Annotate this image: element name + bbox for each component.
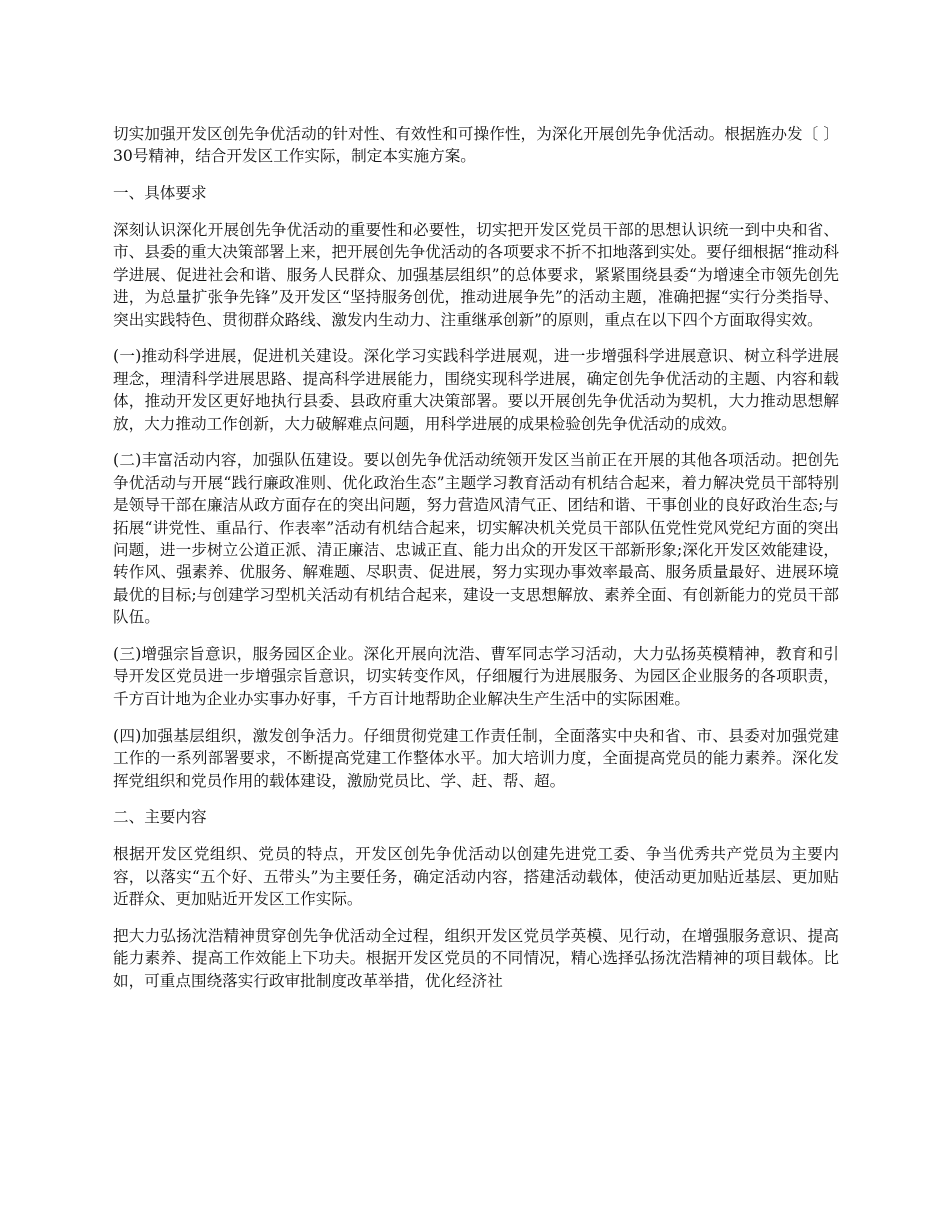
- item-4-paragraph: (四)加强基层组织，激发创争活力。仔细贯彻党建工作责任制，全面落实中央和省、市、县委对加强党建工作的一系列部署要求，不断提高党建工作整体水平。加大培训力度，全面提高党员的能力素养。深化发挥党组织和党员作用的载体建设，激励党员比、学、赶、帮、超。: [113, 726, 839, 790]
- item-1-paragraph: (一)推动科学进展，促进机关建设。深化学习实践科学进展观，进一步增强科学进展意识、树立科学进展理念，理清科学进展思路、提高科学进展能力，围绕实现科学进展，确定创先争优活动的主题、内容和载体，推动开发区更好地执行县委、县政府重大决策部署。要以开展创先争优活动为契机，大力推动思想解放，大力推动工作创新，大力破解难点问题，用科学进展的成果检验创先争优活动的成效。: [113, 347, 839, 433]
- document-page: [113, 123, 839, 1006]
- item-2-paragraph: (二)丰富活动内容，加强队伍建设。要以创先争优活动统领开发区当前正在开展的其他各项活动。把创先争优活动与开展“践行廉政准则、优化政治生态”主题学习教育活动有机结合起来，着力解决党员干部特别是领导干部在廉洁从政方面存在的突出问题，努力营造风清气正、团结和谐、干事创业的良好政治生态;与拓展“讲党性、重品行、作表率”活动有机结合起来，切实解决机关党员干部队伍党性党风党纪方面的突出问题，进一步树立公道正派、清正廉洁、忠诚正直、能力出众的开发区干部新形象;深化开发区效能建设，转作风、强素养、优服务、解难题、尽职责、促进展，努力实现办事效率最高、服务质量最好、进展环境最优的目标;与创建学习型机关活动有机结合起来，建设一支思想解放、素养全面、有创新能力的党员干部队伍。: [113, 451, 839, 627]
- content-paragraph-1: 根据开发区党组织、党员的特点，开发区创先争优活动以创建先进党工委、争当优秀共产党员为主要内容，以落实“五个好、五带头”为主要任务，确定活动内容，搭建活动载体，使活动更加贴近基层、更加贴近群众、更加贴近开发区工作实际。: [113, 845, 839, 908]
- item-3-paragraph: (三)增强宗旨意识，服务园区企业。深化开展向沈浩、曹军同志学习活动，大力弘扬英模精神，教育和引导开发区党员进一步增强宗旨意识，切实转变作风，仔细履行为进展服务、为园区企业服务的各项职责，千方百计地为企业办实事办好事，千方百计地帮助企业解决生产生活中的实际困难。: [113, 645, 839, 708]
- section-heading-content: 二、主要内容: [113, 808, 207, 827]
- intro-paragraph: 切实加强开发区创先争优活动的针对性、有效性和可操作性，为深化开展创先争优活动。根据旌办发〔 〕30号精神，结合开发区工作实际，制定本实施方案。: [113, 125, 839, 166]
- requirements-paragraph: 深刻认识深化开展创先争优活动的重要性和必要性，切实把开发区党员干部的思想认识统一到中央和省、市、县委的重大决策部署上来，把开展创先争优活动的各项要求不折不扣地落到实处。要仔细根据“推动科学进展、促进社会和谐、服务人民群众、加强基层组织”的总体要求，紧紧围绕县委“为增速全市领先创先进，为总量扩张争先锋”及开发区“坚持服务创优，推动进展争先”的活动主题，准确把握“实行分类指导、突出实践特色、贯彻群众路线、激发内生动力、注重继承创新”的原则，重点在以下四个方面取得实效。: [113, 221, 839, 329]
- content-paragraph-2: 把大力弘扬沈浩精神贯穿创先争优活动全过程，组织开发区党员学英模、见行动，在增强服务意识、提高能力素养、提高工作效能上下功夫。根据开发区党员的不同情况，精心选择弘扬沈浩精神的项目载体。比如，可重点围绕落实行政审批制度改革举措，优化经济社: [113, 926, 839, 990]
- section-heading-requirements: 一、具体要求: [113, 184, 207, 203]
